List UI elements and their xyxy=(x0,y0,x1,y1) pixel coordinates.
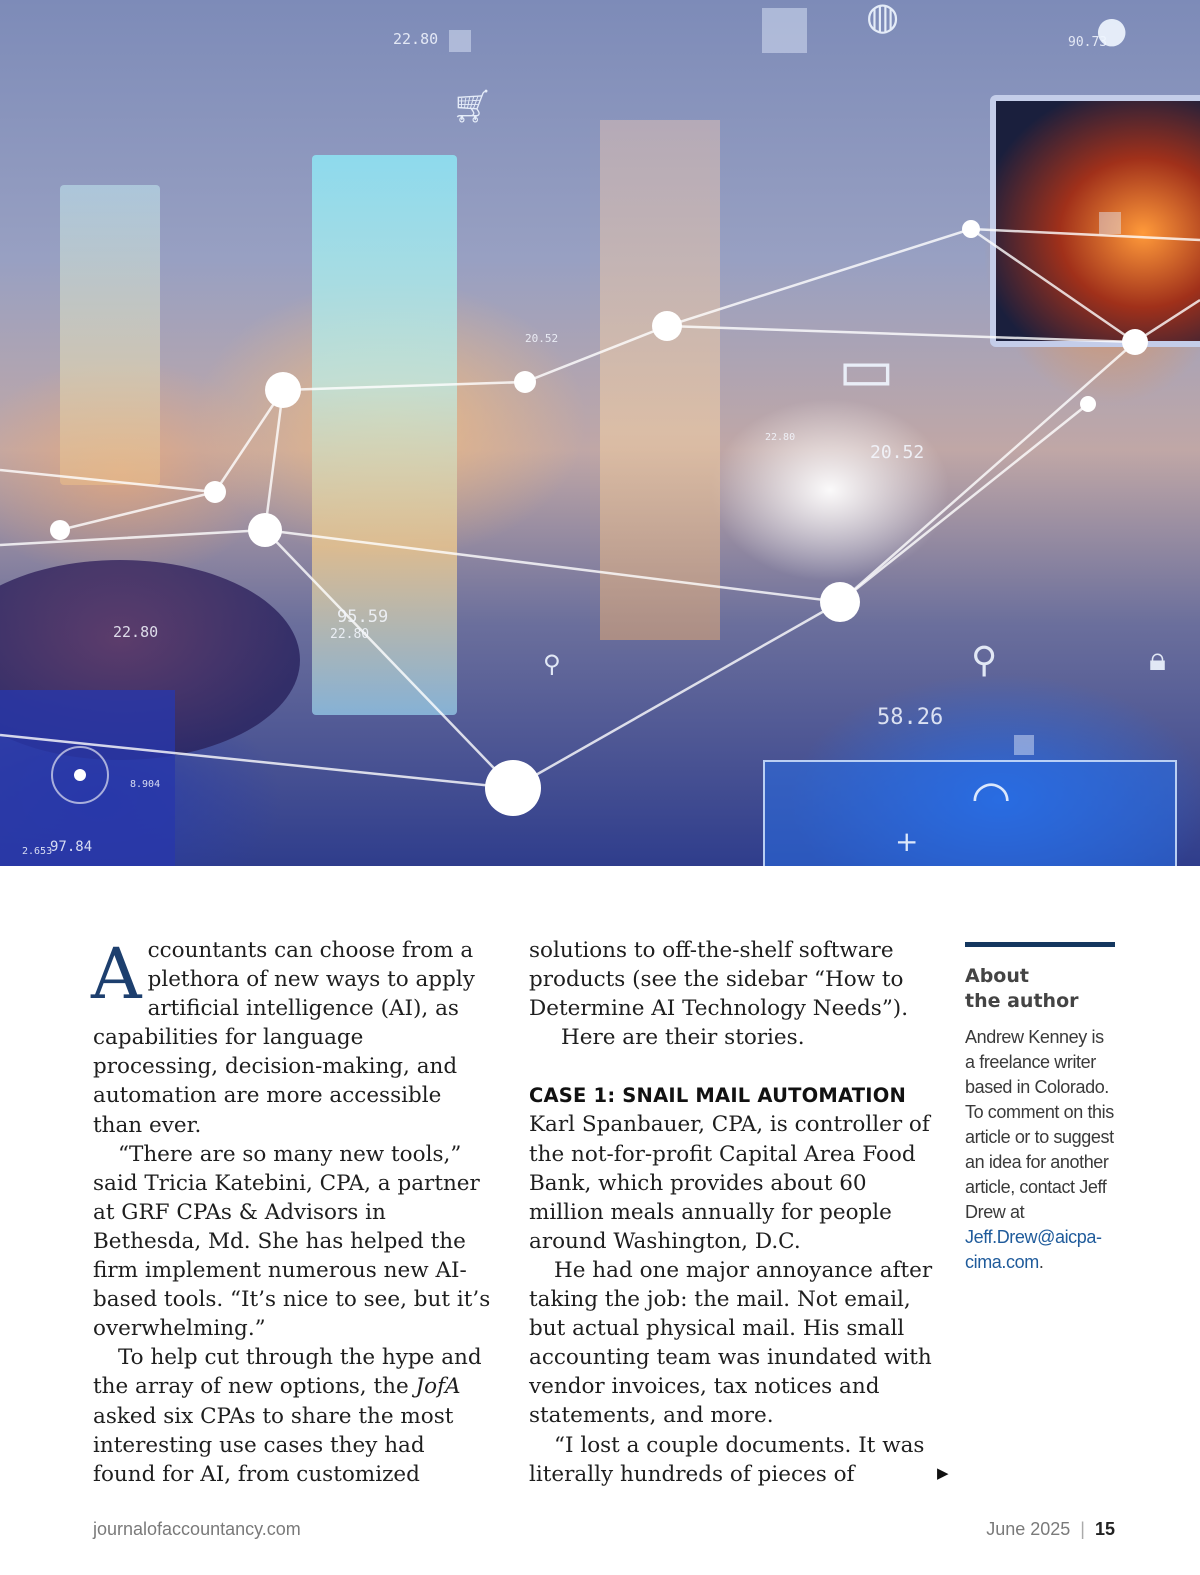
paragraph: He had one major annoyance after taking the job: the mail. Not email, but actual physical mail. His small accounting team was inundated with vendor invoices, tax notices and statements, and more. xyxy=(529,1257,933,1429)
issue-date: June 2025 xyxy=(986,1519,1071,1539)
sidebar-rule xyxy=(965,942,1115,947)
text-run: To help cut through the hype and the array of new options, the xyxy=(93,1345,482,1400)
publication-name: JofA xyxy=(415,1374,461,1400)
about-author-sidebar xyxy=(965,942,1115,1275)
footer-site: journalofaccountancy.com xyxy=(93,1519,301,1539)
hud-number: 20.52 xyxy=(525,332,559,345)
hud-number: 22.80 xyxy=(765,432,796,443)
folder-icon: ▭ xyxy=(838,335,895,405)
hud-number: 22.80 xyxy=(113,623,159,641)
sidebar-title-line: the author xyxy=(965,990,1079,1012)
paragraph: solutions to off-the-shelf software products (see the sidebar “How to Determine AI Technology Needs”). xyxy=(529,938,909,1022)
paragraph: Here are their stories. xyxy=(561,1025,805,1051)
paragraph: “There are so many new tools,” said Tricia Katebini, CPA, a partner at GRF CPAs & Advisors in Bethesda, Md. She has helped the firm implement numerous new AI-based tools. “It’s nice to see, but it’s overwhelming.” xyxy=(93,1141,491,1342)
paragraph: Karl Spanbauer, CPA, is controller of the not-for-profit Capital Area Food Bank, which provides about 60 million meals annually for people around Washington, D.C. xyxy=(529,1112,930,1254)
paragraph: ccountants can choose from a plethora of new ways to apply artificial intelligence (AI), as capabilities for language processing, decision-making, and automation are more accessible than ever. xyxy=(93,938,475,1138)
email-link[interactable]: Jeff.Drew@aicpa-cima.com xyxy=(965,1227,1102,1272)
user-icon: ● xyxy=(1096,10,1128,51)
text-run: asked six CPAs to share the most interesting use cases they had found for AI, from customized xyxy=(93,1403,454,1487)
page-number: 15 xyxy=(1094,1519,1115,1539)
plus-icon: + xyxy=(895,825,919,858)
shopping-cart-icon: 🛒︎ xyxy=(452,87,493,125)
sentence-end: . xyxy=(1038,1252,1044,1272)
drop-cap: A xyxy=(91,933,142,1015)
footer-page-info xyxy=(986,1519,1115,1540)
hud-number: 97.84 xyxy=(50,839,93,855)
search-icon: ⚲ xyxy=(971,640,998,681)
hud-number: 58.26 xyxy=(877,705,944,730)
hud-number: 2.653 xyxy=(22,846,53,857)
paragraph xyxy=(93,1343,493,1488)
continue-arrow-icon: ▶ xyxy=(937,1464,949,1482)
location-pin-icon: ⚲ xyxy=(543,650,561,678)
sidebar-title xyxy=(965,964,1115,1014)
author-bio-text: Andrew Kenney is a freelance writer based in Colorado. To comment on this article or to suggest an idea for another article, contact Jeff Drew at xyxy=(965,1027,1114,1222)
article-column-2 xyxy=(529,936,934,1489)
footer-separator: | xyxy=(1080,1519,1085,1539)
hud-number: 90.73 xyxy=(1068,35,1108,50)
lock-icon: 🔒︎ xyxy=(1149,640,1167,678)
hud-number: 95.59 xyxy=(337,607,389,627)
wifi-icon: ◠ xyxy=(971,770,1012,824)
paragraph: “I lost a couple documents. It was literally hundreds of pieces of xyxy=(529,1432,925,1487)
hud-number: 20.52 xyxy=(870,442,925,463)
author-bio xyxy=(965,1025,1115,1275)
globe-icon: ◍ xyxy=(866,0,900,38)
article-column-1 xyxy=(91,933,493,1489)
hud-number: 8.904 xyxy=(130,779,161,790)
sidebar-title-line: About xyxy=(965,965,1029,987)
section-heading: CASE 1: SNAIL MAIL AUTOMATION xyxy=(529,1084,907,1108)
hud-number: 22.80 xyxy=(330,627,370,642)
hud-number: 22.80 xyxy=(393,30,439,48)
